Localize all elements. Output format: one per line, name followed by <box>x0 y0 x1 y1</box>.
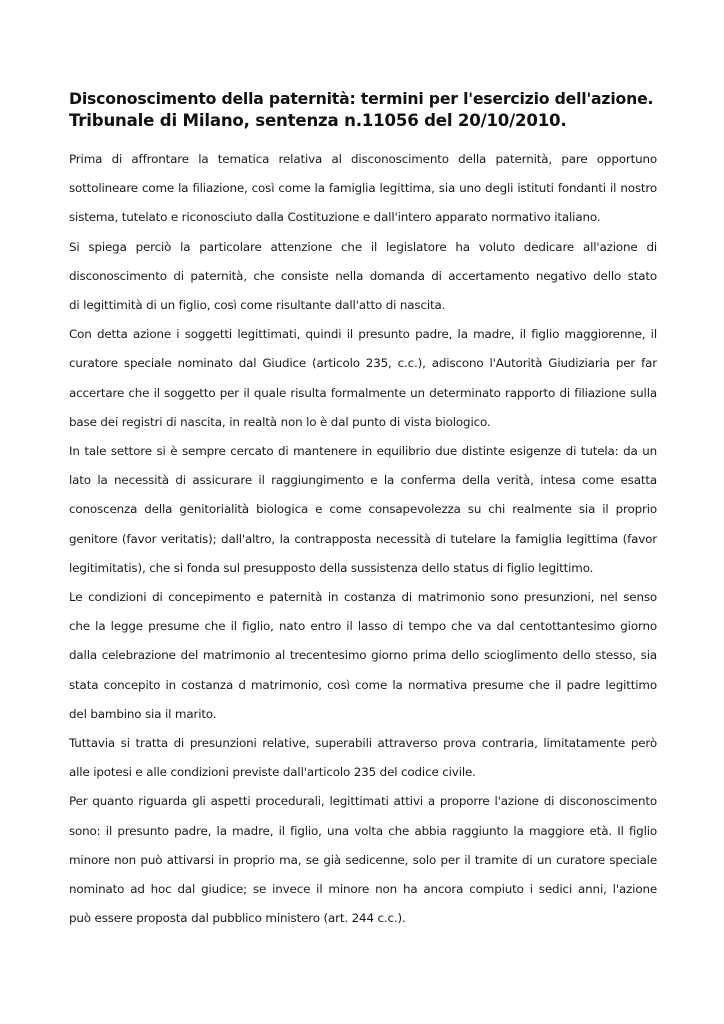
text-line: Con detta azione i soggetti legittimati, quindi il presunto padre, la madre, il figlio maggiorenne, il <box>69 327 657 342</box>
text-line: del bambino sia il marito. <box>69 706 217 721</box>
text-line: curatore speciale nominato dal Giudice (articolo 235, c.c.), adiscono l'Autorità Giudiziaria per far <box>69 356 657 371</box>
text-line: disconoscimento di paternità, che consiste nella domanda di accertamento negativo dello stato <box>69 268 657 283</box>
text-line: che la legge presume che il figlio, nato entro il lasso di tempo che va dal centottantesimo giorno <box>69 619 657 634</box>
title-line: Disconoscimento della paternità: termini per l'esercizio dell'azione. <box>69 89 654 108</box>
text-line: dalla celebrazione del matrimonio al trecentesimo giorno prima dello scioglimento dello stesso, sia <box>69 648 657 663</box>
text-line: base dei registri di nascita, in realtà non lo è dal punto di vista biologico. <box>69 414 491 429</box>
document-body <box>69 145 657 933</box>
text-line: genitore (favor veritatis); dall'altro, la contrapposta necessità di tutelare la famiglia legittima (favor <box>69 531 657 546</box>
text-line: Le condizioni di concepimento e paternità in costanza di matrimonio sono presunzioni, nel senso <box>69 590 657 605</box>
text-line: In tale settore si è sempre cercato di mantenere in equilibrio due distinte esigenze di tutela: da un <box>69 444 657 459</box>
text-line: di legittimità di un figlio, così come risultante dall'atto di nascita. <box>69 298 446 313</box>
text-line: alle ipotesi e alle condizioni previste dall'articolo 235 del codice civile. <box>69 765 476 780</box>
text-line: sono: il presunto padre, la madre, il figlio, una volta che abbia raggiunto la maggiore età. Il figlio <box>69 823 657 838</box>
text-line: legitimitatis), che si fonda sul presupposto della sussistenza dello status di figlio legittimo. <box>69 560 594 575</box>
document-page <box>69 88 657 933</box>
text-line: sottolineare come la filiazione, così come la famiglia legittima, sia uno degli istituti fondanti il nostro <box>69 181 657 196</box>
text-line: lato la necessità di assicurare il raggiungimento e la conferma della verità, intesa come esatta <box>69 473 657 488</box>
text-line: stata concepito in costanza d matrimonio, così come la normativa presume che il padre legittimo <box>69 677 657 692</box>
text-line: può essere proposta dal pubblico ministero (art. 244 c.c.). <box>69 911 406 926</box>
title-line: Tribunale di Milano, sentenza n.11056 del 20/10/2010. <box>69 111 567 130</box>
text-line: accertare che il soggetto per il quale risulta formalmente un determinato rapporto di filiazione sulla <box>69 385 657 400</box>
text-line: Prima di affrontare la tematica relativa al disconoscimento della paternità, pare opportuno <box>69 152 657 166</box>
text-line: Per quanto riguarda gli aspetti procedurali, legittimati attivi a proporre l'azione di disconoscimento <box>69 794 657 809</box>
document-title <box>69 88 657 132</box>
text-line: nominato ad hoc dal giudice; se invece il minore non ha ancora compiuto i sedici anni, l'azione <box>69 882 657 897</box>
text-line: minore non può attivarsi in proprio ma, se già sedicenne, solo per il tramite di un curatore speciale <box>69 852 657 867</box>
text-line: conoscenza della genitorialità biologica e come consapevolezza su chi realmente sia il proprio <box>69 502 657 517</box>
text-line: Tuttavia si tratta di presunzioni relative, superabili attraverso prova contraria, limitatamente però <box>69 736 657 751</box>
text-line: sistema, tutelato e riconosciuto dalla Costituzione e dall'intero apparato normativo italiano. <box>69 210 601 225</box>
text-line: Si spiega perciò la particolare attenzione che il legislatore ha voluto dedicare all'azione di <box>69 239 657 254</box>
